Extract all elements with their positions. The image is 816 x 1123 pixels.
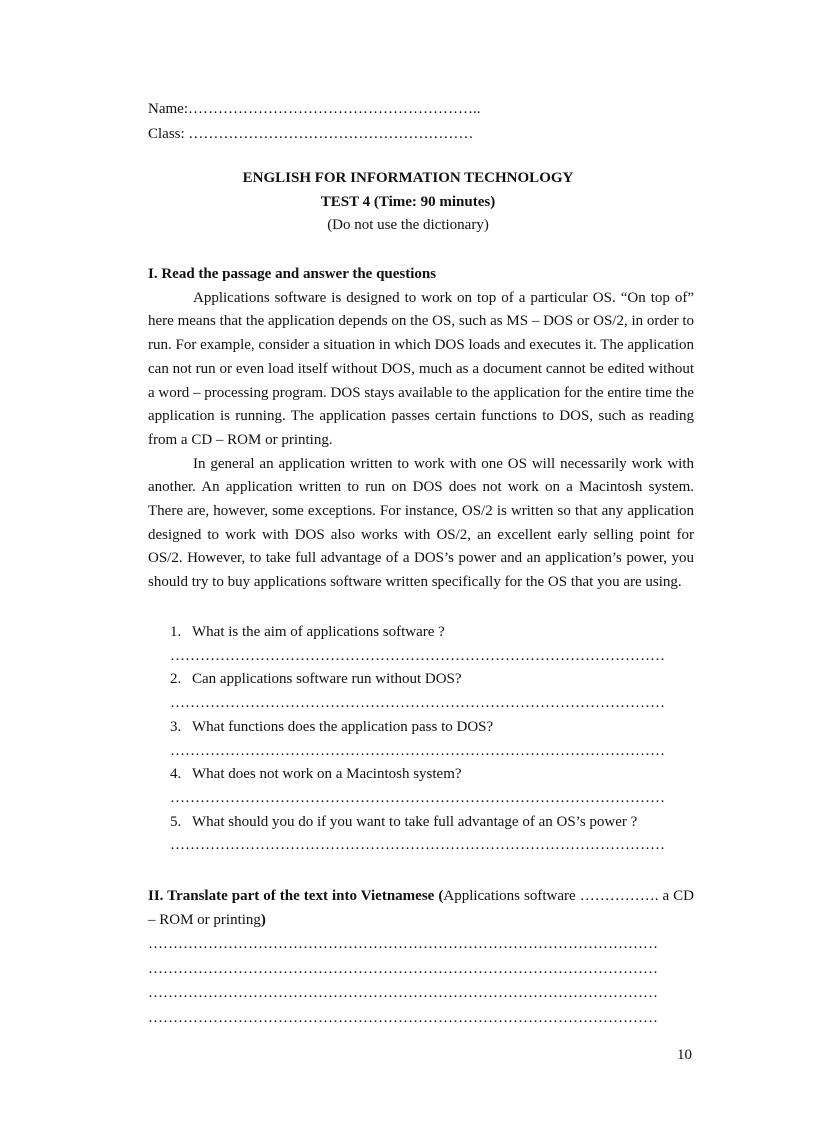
question-item xyxy=(148,763,694,810)
section-translation xyxy=(148,884,694,1030)
question-item xyxy=(148,716,694,763)
section-reading-heading: I. Read the passage and answer the questions xyxy=(148,266,437,282)
question-text: What should you do if you want to take full advantage of an OS’s power ? xyxy=(192,813,638,830)
question-item xyxy=(148,811,694,858)
answer-line[interactable]: ……………………………………………………………………………………… xyxy=(170,695,665,712)
question-text: What is the aim of applications software ? xyxy=(192,624,445,640)
name-field-line: Name:………………………………………………….. xyxy=(148,101,481,117)
section-translation-heading xyxy=(148,884,694,932)
question-number: 3. xyxy=(170,718,182,735)
title-block xyxy=(0,167,816,238)
passage-paragraph-2: In general an application written to work with one OS will necessarily work with another. An application written to run on DOS does not work on a Macintosh system. There are, however, some exceptions. For instance, OS/2 is written so that any application designed to work with DOS also works with OS/2, an excellent early selling point for OS/2. However, to take full advantage of a DOS’s power and an application’s power, you should try to buy applications software written specifically for the OS that you are using. xyxy=(148,455,694,591)
question-item xyxy=(148,668,694,715)
translation-line[interactable]: ………………………………………………………………………………………… xyxy=(148,936,658,952)
translation-heading-range: Applications software ……………. a CD – ROM or printing xyxy=(148,888,695,928)
section-reading xyxy=(148,263,694,595)
answer-line[interactable]: ……………………………………………………………………………………… xyxy=(170,789,665,806)
subject-title: ENGLISH FOR INFORMATION TECHNOLOGY xyxy=(242,170,574,186)
question-number: 1. xyxy=(170,624,182,640)
answer-line[interactable]: ……………………………………………………………………………………… xyxy=(170,837,665,854)
passage-paragraph-1: Applications software is designed to work on top of a particular OS. “On top of” here means that the application depends on the OS, such as MS – DOS or OS/2, in order to run. For example, consider a situation in which DOS loads and executes it. The application can not run or even load itself without DOS, much as a document cannot be edited without a word – processing program. DOS stays available to the application for the entire time the application is running. The application passes certain functions to DOS, such as reading from a CD – ROM or printing. xyxy=(148,289,694,448)
translation-heading-bold: II. Translate part of the text into Vietnamese ( xyxy=(148,888,444,904)
question-number: 4. xyxy=(170,766,182,783)
translation-line[interactable]: ………………………………………………………………………………………… xyxy=(148,985,658,1001)
question-text: What does not work on a Macintosh system? xyxy=(192,766,462,783)
test-title: TEST 4 (Time: 90 minutes) xyxy=(320,193,496,210)
question-list xyxy=(148,621,694,858)
question-number: 5. xyxy=(170,813,182,830)
page-number: 10 xyxy=(677,1047,692,1063)
answer-line[interactable]: ……………………………………………………………………………………… xyxy=(170,647,665,664)
student-info xyxy=(148,97,480,147)
answer-line[interactable]: ……………………………………………………………………………………… xyxy=(170,742,665,759)
class-field-line: Class: ………………………………………………… xyxy=(148,126,474,142)
translation-line[interactable]: ………………………………………………………………………………………… xyxy=(148,960,658,977)
question-text: What functions does the application pass to DOS? xyxy=(192,718,494,735)
translation-heading-close: ) xyxy=(260,912,266,928)
question-number: 2. xyxy=(170,671,182,688)
question-text: Can applications software run without DOS? xyxy=(192,671,462,688)
question-item xyxy=(148,621,694,668)
translation-line[interactable]: ………………………………………………………………………………………… xyxy=(148,1009,658,1026)
instruction-note: (Do not use the dictionary) xyxy=(327,217,489,233)
